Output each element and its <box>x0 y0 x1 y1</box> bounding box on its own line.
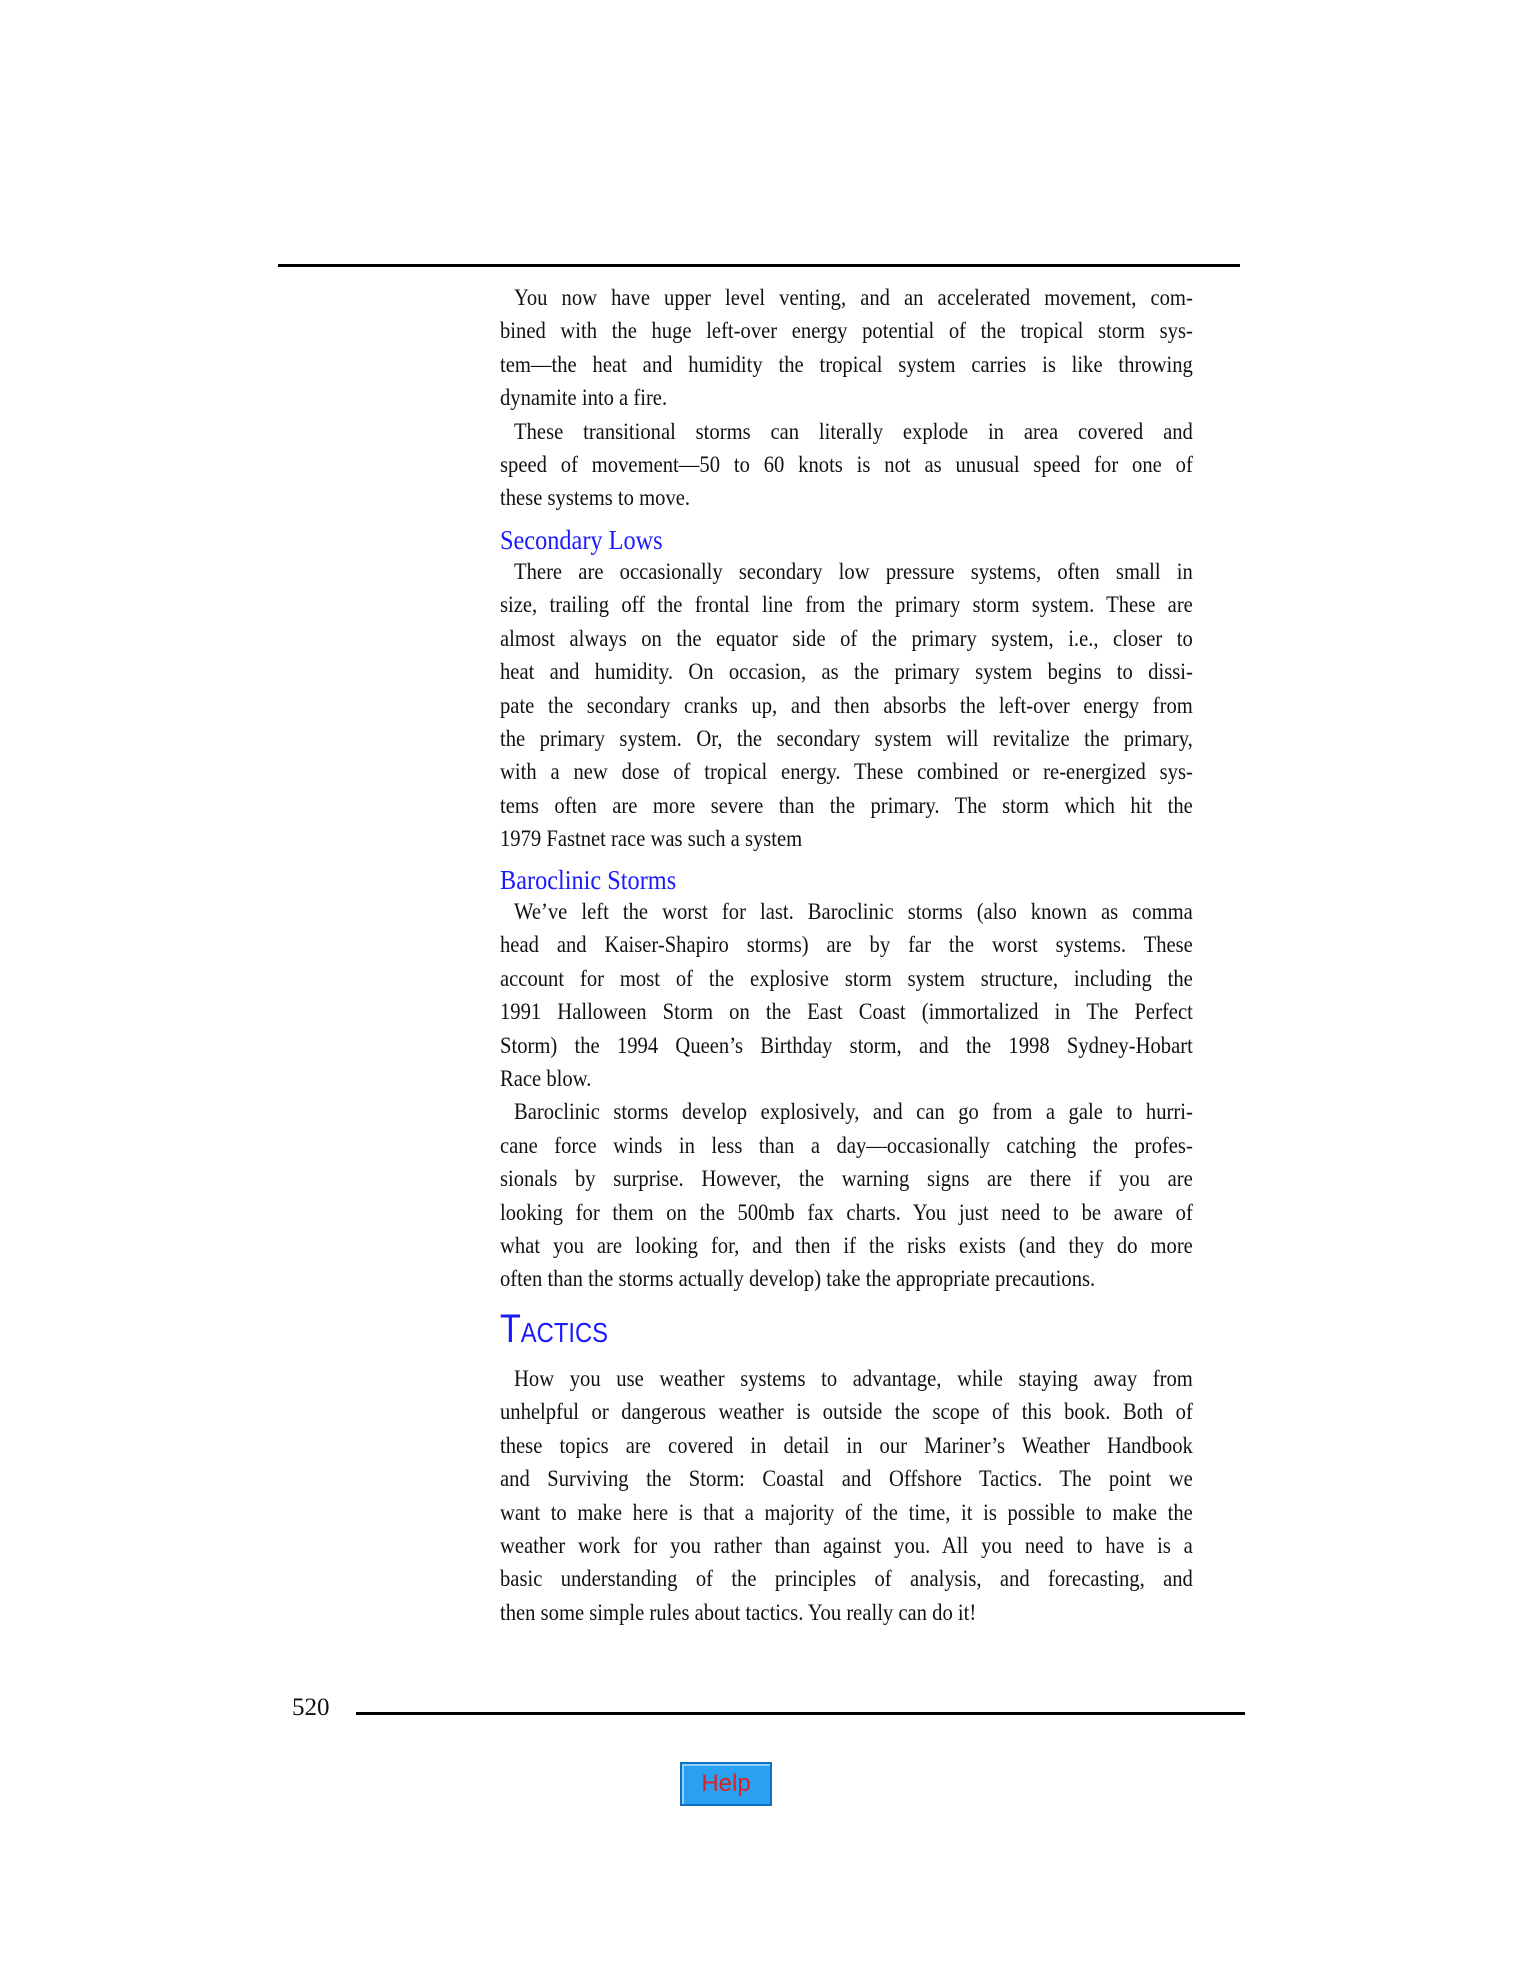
text-line: what you are looking for, and then if the risks exists (and they do more <box>500 1232 1193 1259</box>
text-line: 1991 Halloween Storm on the East Coast (immortalized in The Perfect <box>500 999 1193 1026</box>
text-line: and Surviving the Storm: Coastal and Offshore Tactics. The point we <box>500 1466 1193 1493</box>
text-line: basic understanding of the principles of analysis, and forecasting, and <box>500 1566 1193 1593</box>
text-line: size, trailing off the frontal line from the primary storm system. These are <box>500 592 1193 619</box>
bottom-rule <box>356 1712 1245 1715</box>
text-line: These transitional storms can literally explode in area covered and <box>514 418 1193 445</box>
text-line: tem—the heat and humidity the tropical system carries is like throwing <box>500 351 1193 378</box>
body-text-secondary-lows <box>500 556 1193 857</box>
text-line: Race blow. <box>500 1065 592 1092</box>
text-line: head and Kaiser-Shapiro storms) are by far the worst systems. These <box>500 932 1193 959</box>
text-line: pate the secondary cranks up, and then absorbs the left-over energy from <box>500 692 1193 719</box>
text-line: cane force winds in less than a day—occasionally catching the profes- <box>500 1132 1193 1159</box>
body-text-baroclinic <box>500 896 1193 1297</box>
text-line: heat and humidity. On occasion, as the primary system begins to dissi- <box>500 659 1193 686</box>
text-line: almost always on the equator side of the primary system, i.e., closer to <box>500 625 1193 652</box>
text-line: tems often are more severe than the primary. The storm which hit the <box>500 792 1193 819</box>
text-line: bined with the huge left-over energy potential of the tropical storm sys- <box>500 318 1193 345</box>
page-number: 520 <box>292 1694 330 1721</box>
chapter-heading-tactics: Tactics <box>500 1307 609 1351</box>
text-line: There are occasionally secondary low pressure systems, often small in <box>514 559 1193 585</box>
text-line: account for most of the explosive storm system structure, including the <box>500 965 1193 992</box>
text-line: Baroclinic storms develop explosively, and can go from a gale to hurri- <box>514 1099 1193 1126</box>
text-line: looking for them on the 500mb fax charts. You just need to be aware of <box>500 1199 1193 1226</box>
text-line: dynamite into a fire. <box>500 385 668 412</box>
text-line: We’ve left the worst for last. Baroclinic storms (also known as comma <box>514 899 1193 925</box>
text-line: these systems to move. <box>500 485 691 512</box>
text-line: sionals by surprise. However, the warning signs are there if you are <box>500 1166 1193 1193</box>
text-line: often than the storms actually develop) take the appropriate precautions. <box>500 1266 1096 1293</box>
body-text-tactics <box>500 1363 1193 1630</box>
top-rule <box>278 264 1240 267</box>
text-line: You now have upper level venting, and an accelerated movement, com- <box>514 285 1193 311</box>
text-line: with a new dose of tropical energy. These combined or re-energized sys- <box>500 759 1193 786</box>
text-line: 1979 Fastnet race was such a system <box>500 826 803 853</box>
section-heading-secondary-lows: Secondary Lows <box>500 525 663 555</box>
text-line: the primary system. Or, the secondary system will revitalize the primary, <box>500 725 1193 752</box>
text-line: weather work for you rather than against you. All you need to have is a <box>500 1532 1193 1559</box>
text-line: then some simple rules about tactics. You really can do it! <box>500 1599 977 1626</box>
text-line: unhelpful or dangerous weather is outside the scope of this book. Both of <box>500 1399 1193 1426</box>
help-button[interactable]: Help <box>680 1762 772 1806</box>
section-heading-baroclinic-storms: Baroclinic Storms <box>500 865 677 895</box>
text-line: speed of movement—50 to 60 knots is not as unusual speed for one of <box>500 451 1193 478</box>
body-text-intro <box>500 282 1193 516</box>
text-line: these topics are covered in detail in our Mariner’s Weather Handbook <box>500 1432 1193 1459</box>
text-line: Storm) the 1994 Queen’s Birthday storm, and the 1998 Sydney-Hobart <box>500 1032 1193 1059</box>
text-line: want to make here is that a majority of the time, it is possible to make the <box>500 1499 1193 1526</box>
text-line: How you use weather systems to advantage, while staying away from <box>514 1366 1193 1392</box>
